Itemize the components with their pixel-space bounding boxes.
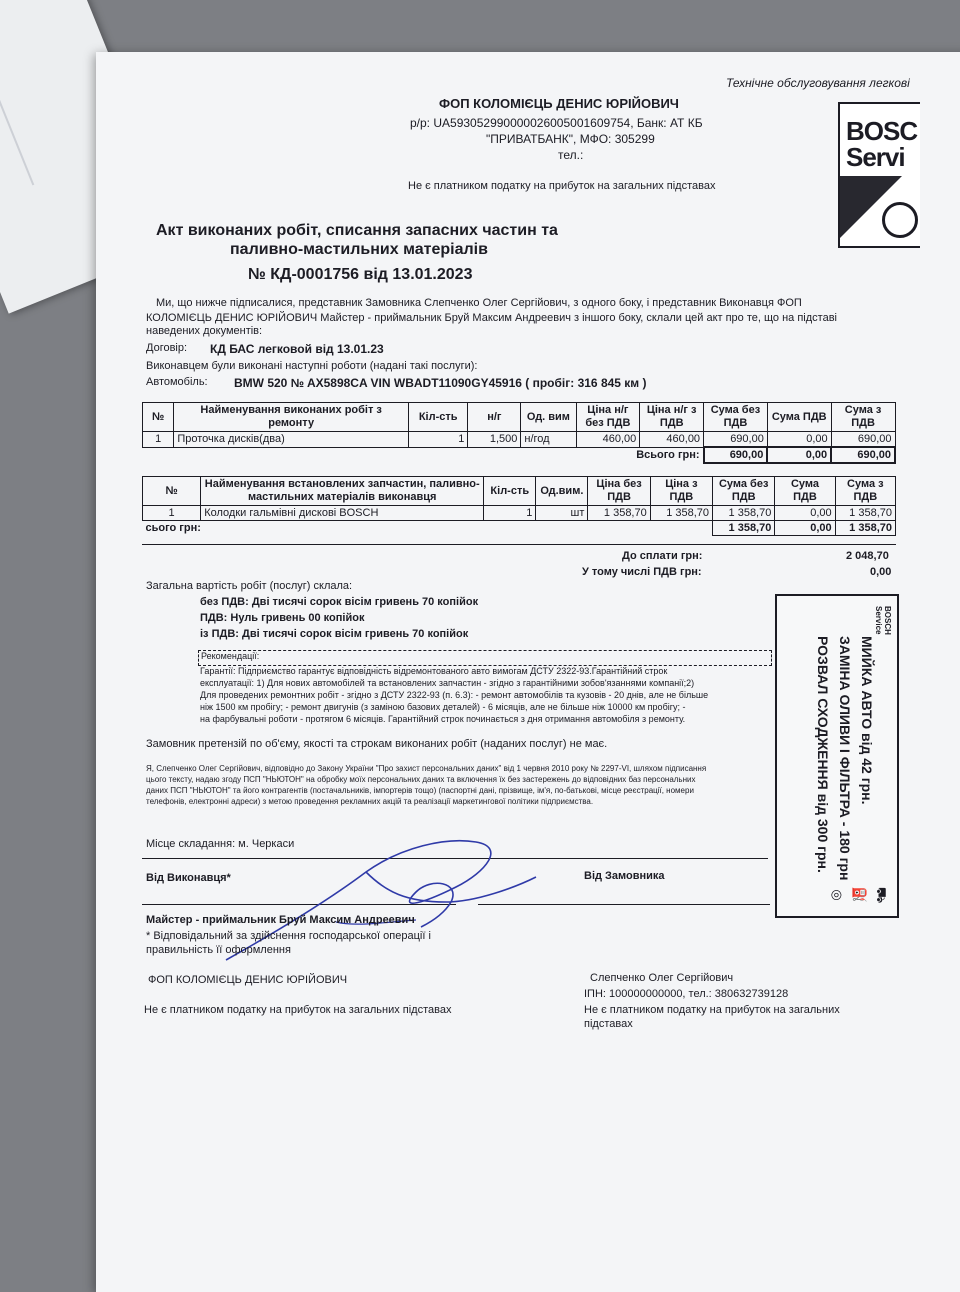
footer-customer-tax-1: Не є платником податку на прибуток на загальних (584, 1004, 840, 1016)
table-row: 1 Проточка дисків(два) 1 1,500 н/год 460,00 460,00 690,00 0,00 690,00 (143, 432, 896, 448)
bosch-service-logo: BOSC Servi (838, 102, 920, 248)
stamp-brand: BOSCH Service (874, 606, 892, 635)
company-account-2: "ПРИВАТБАНК", МФО: 305299 (486, 132, 655, 146)
intro-line-1: Ми, що нижче підписалися, представник Замовника Слепченко Олег Сергійович, з одного боку, і представник Виконавця ФОП (156, 297, 802, 309)
contract-value: КД БАС легковой від 13.01.23 (210, 342, 384, 356)
company-name: ФОП КОЛОМІЄЦЬ ДЕНИС ЮРІЙОВИЧ (439, 96, 679, 111)
wheel-icon: ◎ (830, 889, 845, 901)
place-of-issue: Місце складання: м. Черкаси (146, 838, 295, 850)
responsible-line-2: правильність її оформлення (146, 944, 291, 956)
company-account-1: р/р: UA593052990000026005001609754, Банк: АТ КБ (410, 116, 703, 130)
company-tax-note: Не є платником податку на прибуток на загальних підставах (408, 180, 716, 192)
contract-label: Договір: (146, 342, 188, 354)
doc-title-1: Акт виконаних робіт, списання запасних частин та (156, 222, 558, 239)
consent-line-3: даних ПСП "НЬЮТОН" та його контрагентів (постачальників, імпортерів тощо) (паспортні дані, прізвище, ім'я, по-батькові, місце реєстрації, номери (146, 786, 694, 795)
works-total-row: Всього грн: 690,00 0,00 690,00 (143, 447, 896, 463)
doc-number: № КД-0001756 від 13.01.2023 (248, 266, 473, 283)
consent-line-4: телефонів, електронні адреси) з метою проведення рекламних акцій та реалізації маркетингової політики підприємства. (146, 797, 594, 806)
no-claims: Замовник претензій по об'єму, якості та строкам виконаних робіт (наданих послуг) не має. (146, 738, 608, 750)
parts-table-header: № Найменування встановлених запчастин, паливно-мастильних матеріалів виконавця Кіл-сть Од.вим. Ціна без ПДВ Ціна з ПДВ Сума без ПДВ Сума ПДВ Сума з ПДВ (143, 477, 896, 506)
consent-line-2: цього тексту, надаю згоду ПСП "НЬЮТОН" на обробку моїх персональних даних та включення їх без застережень до відповідних баз персональних (146, 775, 696, 784)
consent-line-1: Я, Слепченко Олег Сергійович, відповідно до Закону України "Про захист персональних даних" від 1 червня 2010 року № 2297-VI, шляхом підписання (146, 764, 707, 773)
car-value: BMW 520 № AX5898CA VIN WBADT11090GY45916 ( пробіг: 316 845 км ) (234, 376, 647, 390)
guarantee-line-3: Для проведених ремонтних робіт - згідно з ДСТУ 2322-93 (п. 6.3): - ремонт автомобілів та кузовів - 20 днів, але не більше (200, 690, 709, 700)
total-with-vat: із ПДВ: Дві тисячі сорок вісім гривень 70 копійок (200, 628, 469, 640)
recommendations-box: Рекомендації: (198, 650, 772, 666)
guarantee-line-5: на фарбувальні роботи - протягом 6 місяців. Гарантійний строк починається з дня отримання автомобіля з ремонту. (200, 714, 686, 724)
stamp-icons (826, 884, 892, 906)
service-stamp (775, 594, 899, 918)
from-customer: Від Замовника (584, 870, 665, 882)
doc-title-2: паливно-мастильних матеріалів (230, 241, 488, 258)
document-page (96, 52, 960, 1292)
header-tag: Технічне обслуговування легкові (726, 76, 910, 90)
vat-label: У тому числі ПДВ грн: (582, 566, 702, 578)
vat-value: 0,00 (870, 566, 892, 578)
signature-image (216, 832, 546, 962)
to-pay-label: До сплати грн: (622, 550, 703, 562)
table-row: 1 Колодки гальмівні дискові BOSCH 1 шт 1 358,70 1 358,70 1 358,70 0,00 1 358,70 (143, 506, 896, 521)
from-executor: Від Виконавця* (146, 872, 231, 884)
guarantee-line-1: Гарантії: Підприємство гарантує відповідність відремонтованого авто вимогам ДСТУ 2322-93.Гарантійний строк (200, 666, 668, 676)
bosch-armature-icon (882, 202, 918, 238)
divider (142, 544, 896, 545)
guarantee-line-4: ніж 1500 км пробігу; - ремонт двигунів (з заміною базових деталей) - 6 місяців, але не більше ніж 10000 км пробігу; - (200, 702, 686, 712)
works-line: Виконавцем були виконані наступні роботи (надані такі послуги): (146, 360, 478, 372)
footer-executor-tax: Не є платником податку на прибуток на загальних підставах (144, 1004, 452, 1016)
parts-total-row: сього грн: 1 358,70 0,00 1 358,70 (143, 521, 896, 536)
stamp-line-3: РОЗВАЛ СХОДЖЕННЯ від 300 грн. (815, 636, 831, 873)
car-wash-icon: ⛟ (874, 886, 889, 904)
intro-line-2: КОЛОМІЄЦЬ ДЕНИС ЮРІЙОВИЧ Майстер - приймальник Бруй Максим Андреевич з іншого боку, склали цей акт про те, що на підставі (146, 312, 837, 324)
oil-can-icon: ⛽ (852, 886, 867, 904)
total-vat-words: ПДВ: Нуль гривень 00 копійок (200, 612, 365, 624)
footer-customer-tax-2: підставах (584, 1018, 633, 1030)
to-pay-value: 2 048,70 (846, 550, 889, 562)
responsible-line-1: * Відповідальний за здійснення господарської операції і (146, 930, 431, 942)
footer-customer-name: Слепченко Олег Сергійович (590, 972, 734, 984)
works-table-header: № Найменування виконаних робіт з ремонту Кіл-сть н/г Од. вим Ціна н/г без ПДВ Ціна н/г з ПДВ Сума без ПДВ Сума ПДВ Сума з ПДВ (143, 403, 896, 432)
parts-table (142, 476, 896, 536)
car-label: Автомобіль: (146, 376, 208, 388)
stamp-line-2: ЗАМІНА ОЛИВИ І ФІЛЬТРА - 180 грн (837, 636, 853, 881)
works-table (142, 402, 896, 464)
footer-executor-name: ФОП КОЛОМІЄЦЬ ДЕНИС ЮРІЙОВИЧ (148, 974, 348, 986)
guarantee-line-2: експлуатації: 1) Для нових автомобілей та встановлених запчастин - згідно з гарантійними зобов'язаннями компанії;2) (200, 678, 695, 688)
stamp-line-1: МИЙКА АВТО від 42 грн. (859, 636, 875, 805)
total-cost-label: Загальна вартість робіт (послуг) склала: (146, 580, 353, 592)
company-phone: тел.: (558, 148, 584, 162)
footer-customer-ipn: ІПН: 100000000000, тел.: 380632739128 (584, 988, 789, 1000)
total-no-vat: без ПДВ: Дві тисячі сорок вісім гривень 70 копійок (200, 596, 479, 608)
intro-line-3: наведених документів: (146, 325, 263, 337)
master-receiver: Майстер - приймальник Бруй Максим Андреевич (146, 914, 415, 926)
